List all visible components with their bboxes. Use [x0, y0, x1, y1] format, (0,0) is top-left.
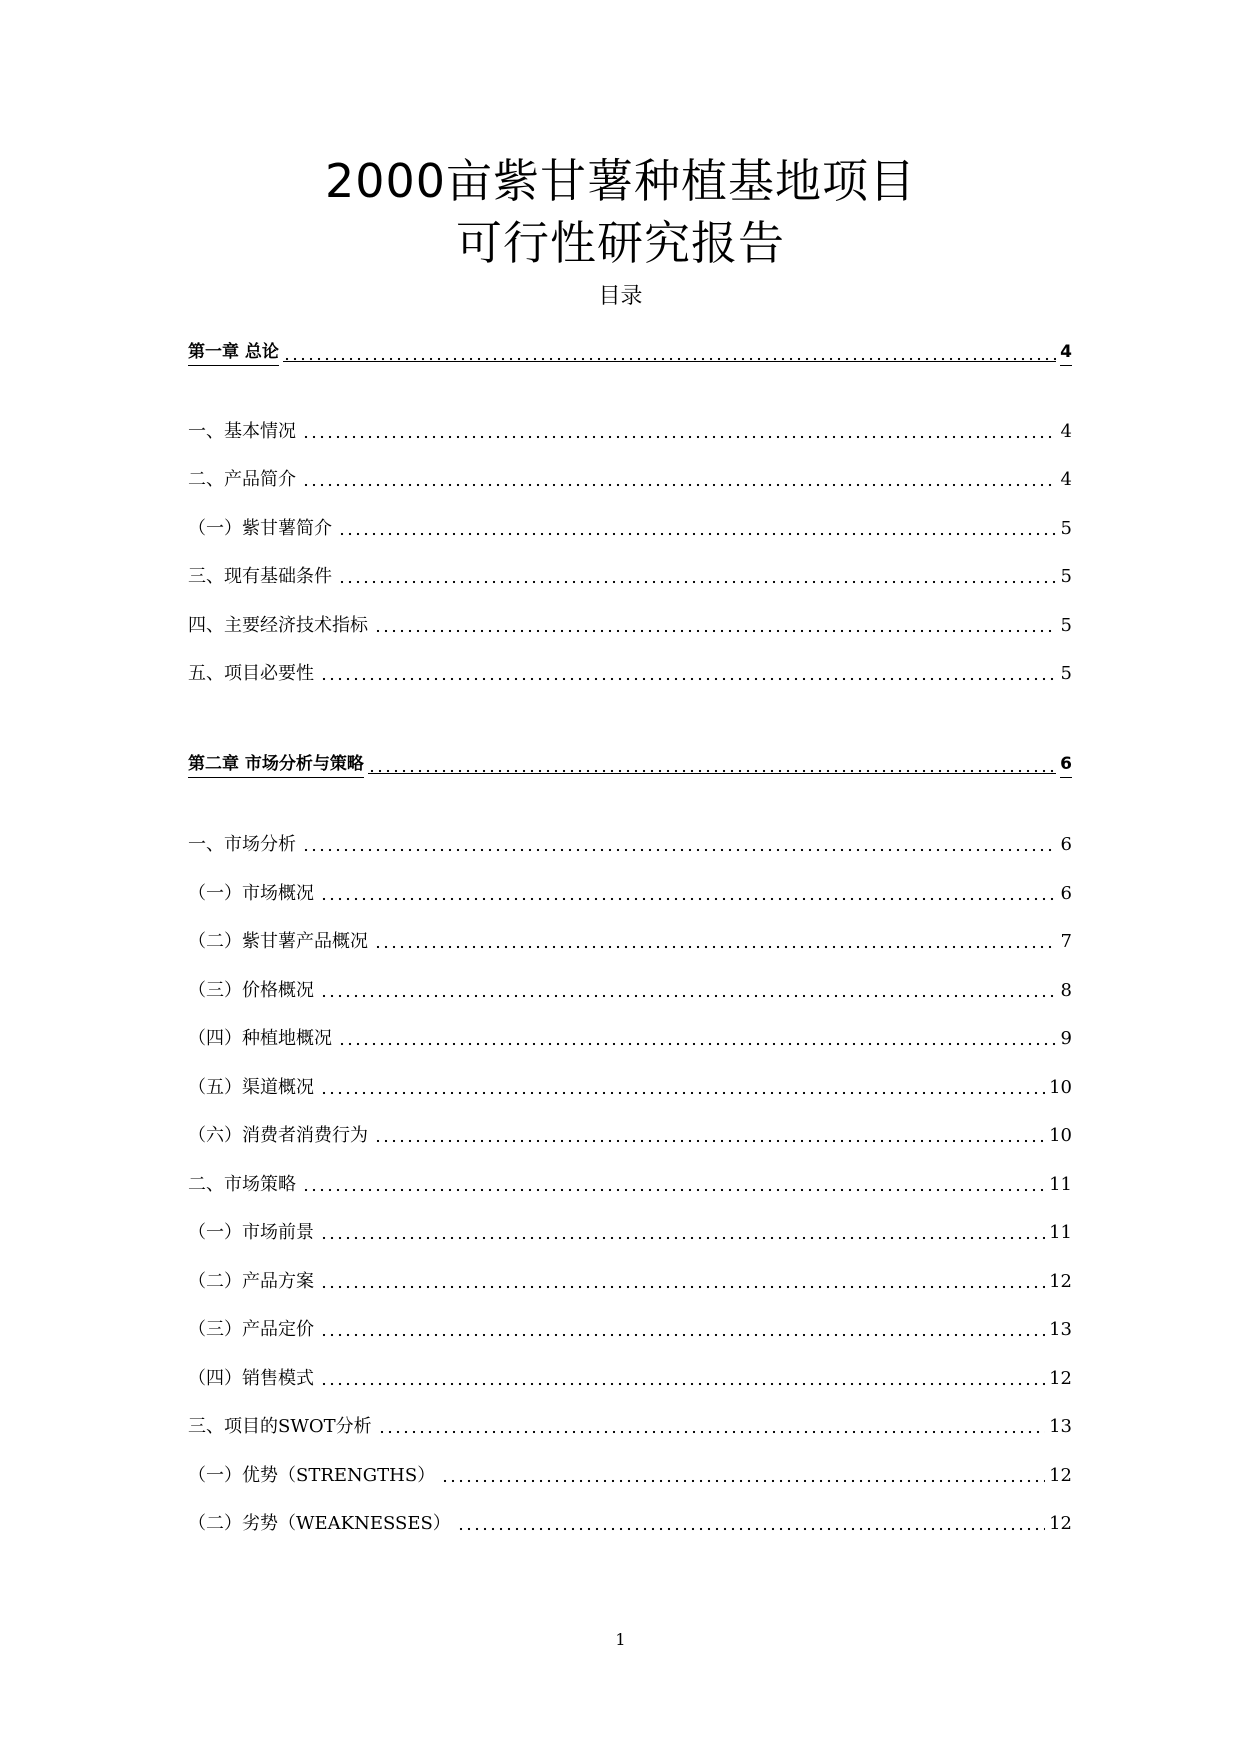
page-number: 1: [615, 1630, 626, 1649]
toc-leader: [302, 848, 1056, 852]
toc-label: 一、市场分析: [188, 834, 296, 855]
toc-label: 三、项目的SWOT分析: [188, 1416, 372, 1437]
toc-entry[interactable]: [188, 925, 1072, 955]
toc-page: 4: [1060, 339, 1072, 366]
toc-entry[interactable]: [188, 560, 1072, 590]
toc-label: （一）紫甘薯简介: [188, 518, 332, 539]
toc-label: （二）产品方案: [188, 1271, 314, 1292]
toc-entry[interactable]: [188, 1119, 1072, 1149]
toc-label: （三）价格概况: [188, 980, 314, 1001]
toc-page: 9: [1060, 1028, 1072, 1049]
toc-page: 5: [1060, 518, 1072, 539]
toc-page: 5: [1060, 663, 1072, 684]
toc-entry[interactable]: [188, 512, 1072, 542]
toc-leader: [302, 1188, 1045, 1192]
toc-leader: [338, 580, 1056, 584]
toc-leader: [374, 945, 1056, 949]
toc-label: 五、项目必要性: [188, 663, 314, 684]
toc-leader: [441, 1479, 1045, 1483]
toc-label: （一）市场前景: [188, 1222, 314, 1243]
toc-leader: [320, 677, 1056, 681]
toc-page: 13: [1049, 1319, 1072, 1340]
toc-leader: [320, 1382, 1045, 1386]
toc-page: 8: [1060, 980, 1072, 1001]
toc-page: 13: [1049, 1416, 1072, 1437]
toc-entry[interactable]: [188, 609, 1072, 639]
toc-heading: 目录: [598, 284, 643, 309]
toc-entry[interactable]: [188, 1507, 1072, 1537]
toc-label: 二、产品简介: [188, 469, 296, 490]
toc-leader: [457, 1527, 1045, 1531]
toc-page: 12: [1049, 1368, 1072, 1389]
toc-leader: [320, 897, 1056, 901]
toc-leader: [302, 483, 1056, 487]
toc-page: 12: [1049, 1513, 1072, 1534]
toc-label: 三、现有基础条件: [188, 566, 332, 587]
toc-page: 6: [1060, 883, 1072, 904]
toc-leader: [338, 1042, 1056, 1046]
toc-leader: [320, 994, 1056, 998]
toc-page: 5: [1060, 615, 1072, 636]
toc-label: （四）销售模式: [188, 1368, 314, 1389]
toc-page: 10: [1049, 1077, 1072, 1098]
toc-label: （四）种植地概况: [188, 1028, 332, 1049]
toc-label: 一、基本情况: [188, 421, 296, 442]
toc-leader: [320, 1333, 1045, 1337]
toc-entry[interactable]: [188, 1265, 1072, 1295]
toc-leader: [374, 629, 1056, 633]
toc-entry[interactable]: [188, 415, 1072, 445]
toc-label: 四、主要经济技术指标: [188, 615, 368, 636]
toc-leader: [338, 532, 1056, 536]
toc-label: （六）消费者消费行为: [188, 1125, 368, 1146]
toc-page: 6: [1060, 751, 1072, 778]
toc-page: 12: [1049, 1271, 1072, 1292]
toc-page: 11: [1049, 1222, 1072, 1243]
toc-entry[interactable]: [188, 1022, 1072, 1052]
toc-entry[interactable]: [188, 1216, 1072, 1246]
toc-entry[interactable]: [188, 1071, 1072, 1101]
toc-leader: [283, 357, 1056, 362]
toc-leader: [378, 1430, 1045, 1434]
toc-leader: [374, 1139, 1045, 1143]
toc-page: 11: [1049, 1174, 1072, 1195]
toc-label: 二、市场策略: [188, 1174, 296, 1195]
document-title-line-2: 可行性研究报告: [456, 216, 785, 270]
toc-leader: [368, 769, 1056, 774]
toc-chapter[interactable]: [188, 336, 1072, 366]
toc-label: 第一章 总论: [188, 339, 279, 366]
toc-entry[interactable]: [188, 1362, 1072, 1392]
toc-page: 7: [1060, 931, 1072, 952]
toc-page: 12: [1049, 1465, 1072, 1486]
title-block: [0, 150, 1241, 312]
toc-label: （五）渠道概况: [188, 1077, 314, 1098]
toc-page: 5: [1060, 566, 1072, 587]
toc-page: 4: [1060, 421, 1072, 442]
toc-label: （三）产品定价: [188, 1319, 314, 1340]
toc-label: （一）优势（STRENGTHS）: [188, 1465, 436, 1486]
toc-leader: [320, 1091, 1045, 1095]
toc-label: （一）市场概况: [188, 883, 314, 904]
toc-page: 10: [1049, 1125, 1072, 1146]
toc-page: 6: [1060, 834, 1072, 855]
toc-label: 第二章 市场分析与策略: [188, 751, 364, 778]
toc-entry[interactable]: [188, 1313, 1072, 1343]
toc-page: 4: [1060, 469, 1072, 490]
toc-entry[interactable]: [188, 657, 1072, 687]
toc-label: （二）紫甘薯产品概况: [188, 931, 368, 952]
toc-chapter[interactable]: [188, 748, 1072, 778]
toc-entry[interactable]: [188, 828, 1072, 858]
toc-label: （二）劣势（WEAKNESSES）: [188, 1513, 451, 1534]
toc-entry[interactable]: [188, 877, 1072, 907]
toc-leader: [302, 435, 1056, 439]
toc-entry[interactable]: [188, 1459, 1072, 1489]
toc-entry[interactable]: [188, 974, 1072, 1004]
toc-leader: [320, 1236, 1045, 1240]
document-title-line-1: 2000亩紫甘薯种植基地项目: [324, 154, 917, 208]
toc-entry[interactable]: [188, 1410, 1072, 1440]
toc-entry[interactable]: [188, 1168, 1072, 1198]
toc-leader: [320, 1285, 1045, 1289]
toc-entry[interactable]: [188, 463, 1072, 493]
